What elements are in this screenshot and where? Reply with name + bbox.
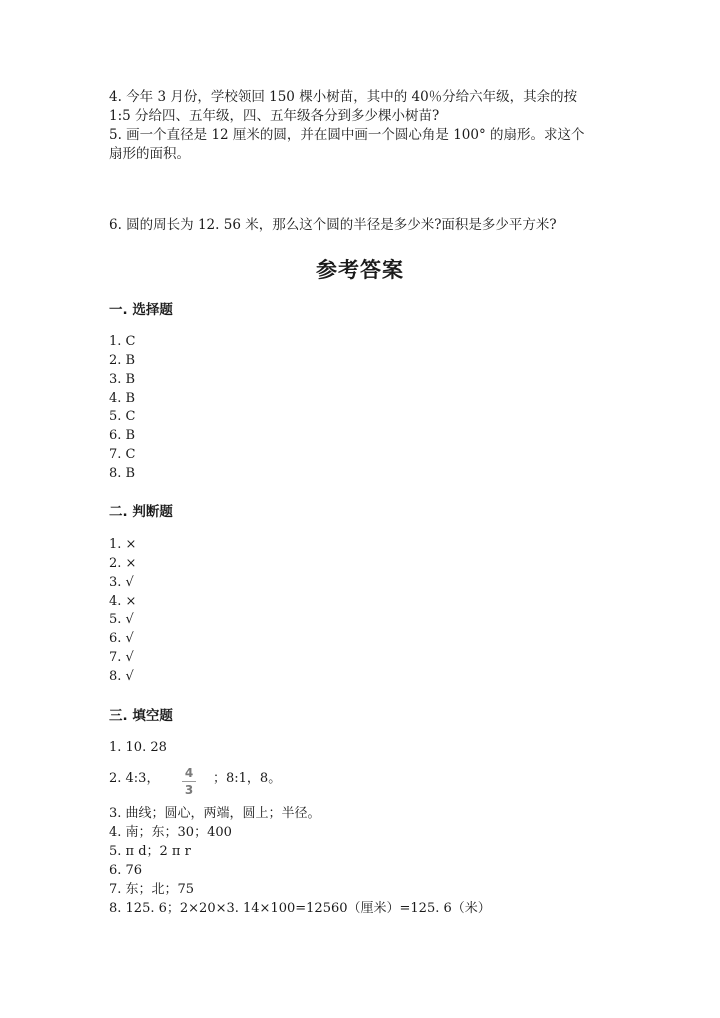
fraction-four-thirds [182,766,196,797]
section-heading-choice: 一. 选择题 [109,302,173,318]
choice-answer-2: 2. B [109,353,136,368]
fraction-denominator: 3 [184,783,194,797]
choice-answer-6: 6. B [109,428,136,443]
fill-answer-6: 6. 76 [109,863,143,878]
fill-answer-3: 3. 曲线；圆心，两端，圆上；半径。 [109,806,321,821]
fill-answer-5: 5. π d；2 π r [109,844,191,859]
fill-answer-4: 4. 南；东；30；400 [109,825,232,840]
judgement-answer-4: 4. × [109,594,137,609]
section-heading-judgement: 二. 判断题 [109,504,173,520]
fill-answer-1: 1. 10. 28 [109,740,167,755]
judgement-answer-5: 5. √ [109,612,134,627]
fill-answer-2-suffix: ；8:1，8。 [213,771,282,786]
fraction-numerator: 4 [184,766,194,780]
question-4-line-2: 1:5 分给四、五年级，四、五年级各分到多少棵小树苗? [109,108,440,124]
choice-answer-8: 8. B [109,466,136,481]
choice-answer-5: 5. C [109,409,136,424]
question-5-line-2: 扇形的面积。 [109,146,190,162]
judgement-answer-1: 1. × [109,537,137,552]
judgement-answer-3: 3. √ [109,575,134,590]
choice-answer-7: 7. C [109,447,136,462]
fill-answer-7: 7. 东；北；75 [109,882,195,897]
fill-answer-8: 8. 125. 6；2×20×3. 14×100=12560（厘米）=125. 6（米） [109,901,491,916]
answer-title: 参考答案 [316,257,404,282]
choice-answer-1: 1. C [109,334,136,349]
judgement-answer-2: 2. × [109,556,137,571]
question-4-line-1: 4. 今年 3 月份，学校领回 150 棵小树苗，其中的 40％分给六年级，其余的按 [109,89,578,105]
judgement-answer-8: 8. √ [109,669,134,684]
judgement-answer-7: 7. √ [109,650,134,665]
fraction-bar [182,781,196,782]
section-heading-fill-blank: 三. 填空题 [109,708,173,724]
question-5-line-1: 5. 画一个直径是 12 厘米的圆，并在圆中画一个圆心角是 100° 的扇形。求这个 [109,127,585,143]
judgement-answer-6: 6. √ [109,631,134,646]
choice-answer-4: 4. B [109,391,136,406]
question-6: 6. 圆的周长为 12. 56 米，那么这个圆的半径是多少米?面积是多少平方米? [109,217,557,233]
choice-answer-3: 3. B [109,372,136,387]
fill-answer-2-prefix: 2. 4:3， [109,771,160,786]
